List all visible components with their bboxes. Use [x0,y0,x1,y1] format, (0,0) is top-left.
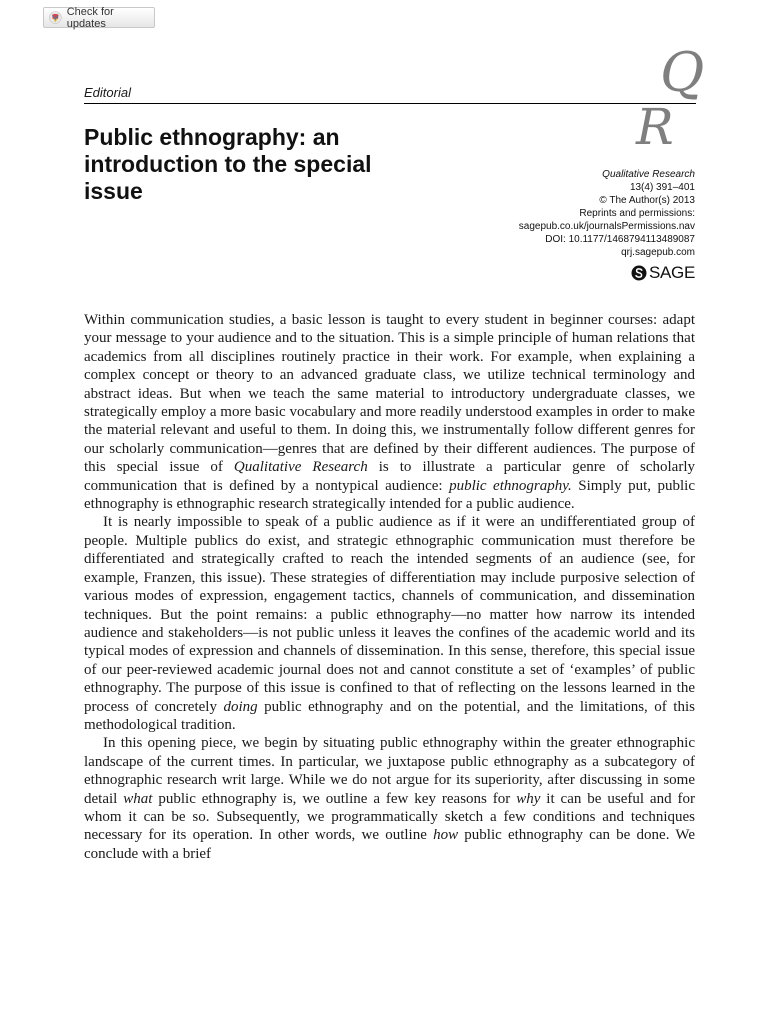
sage-logo-icon [631,265,647,281]
text-run: public ethnography can be done. We conclude with a brief [84,827,695,862]
text-run: It is nearly impossible to speak of a public audience as if it were an undifferentiated group of people. Multiple publics do exist, and strategic ethnographic communication must therefore be differentiated and strategically crafted to reach the intended segments of an audience (see, for example, Franzen, this issue). These strategies of differentiation may include purposive selection of various modes of expression, engagement tactics, channels of communication, and dissemination techniques. But the point remains: a public ethnography—no matter how narrow its intended audience and stakeholders—is not public unless it leaves the confines of the academic world and its typical modes of expression and channels of dissemination. In this sense, therefore, this special issue of our peer-reviewed academic journal does not and cannot constitute a set of ‘examples’ of public ethnography. The purpose of this issue is confined to that of reflecting on the lessons learned in the process of concretely [84,514,695,715]
crossmark-icon [49,11,62,24]
journal-site-link[interactable]: qrj.sagepub.com [621,247,695,258]
body-paragraph [84,311,695,513]
journal-name: Qualitative Research [602,169,695,180]
text-run: it can be useful and for whom it can be so. Subsequently, we programmatically sketch a few conditions and techniques necessary for its operation. In other words, we outline [84,790,695,844]
text-run: In this opening piece, we begin by situating public ethnography within the greater ethnographic landscape of the current times. In particular, we juxtapose public ethnography as a subcategory of ethnographic research writ large. While we do not argue for its superiority, after discussing in some detail [84,735,695,807]
publisher-logo [631,263,695,283]
text-run: public ethnography is, we outline a few key reasons for [152,790,517,807]
body-paragraph [84,513,695,734]
volume-pages: 13(4) 391–401 [629,182,695,193]
publisher-name: SAGE [648,263,695,282]
article-title: Public ethnography: an introduction to the special issue [84,124,372,204]
text-run: is to illustrate a particular genre of scholarly communication that is defined by a nontypical audience: [84,459,695,494]
check-for-updates-label: Check for updates [66,5,114,30]
section-label: Editorial [84,85,131,100]
body-paragraph [84,734,695,863]
header-rule [84,103,696,104]
copyright: © The Author(s) 2013 [599,195,695,206]
permissions-link[interactable]: sagepub.co.uk/journalsPermissions.nav [518,221,695,232]
reprints-label: Reprints and permissions: [579,208,695,219]
italic-text: public ethnography. [449,477,572,494]
doi[interactable]: DOI: 10.1177/1468794113489087 [545,234,695,245]
text-run: public ethnography and on the potential, and the limitations, of this methodological tradition. [84,698,695,733]
italic-text: what [123,790,153,807]
article-metadata [435,168,695,259]
italic-text: how [433,827,459,844]
check-for-updates-button[interactable] [43,7,155,28]
italic-text: Qualitative Research [233,459,368,476]
journal-logo-r: R [636,98,674,156]
journal-logo [628,41,708,156]
italic-text: why [516,790,541,807]
italic-text: doing [223,698,258,715]
article-body [84,311,695,863]
text-run: Simply put, public ethnography is ethnographic research strategically intended for a public audience. [84,477,695,513]
journal-logo-q: Q [660,41,705,104]
text-run: Within communication studies, a basic lesson is taught to every student in beginner courses: adapt your message to your audience and to the situation. This is a simple principle of human relations that academics from all disciplines routinely practice in their work. For example, when explaining a complex concept or theory to an advanced graduate class, we utilize technical terminology and abstract ideas. But when we teach the same material to introductory undergraduate classes, we strategically employ a more basic vocabulary and more readily understood examples in order to make the material relevant and useful to them. In doing this, we instrumentally follow different genres for our scholarly communication—genres that are defined by their different audiences. The purpose of this special issue of [84,312,695,476]
